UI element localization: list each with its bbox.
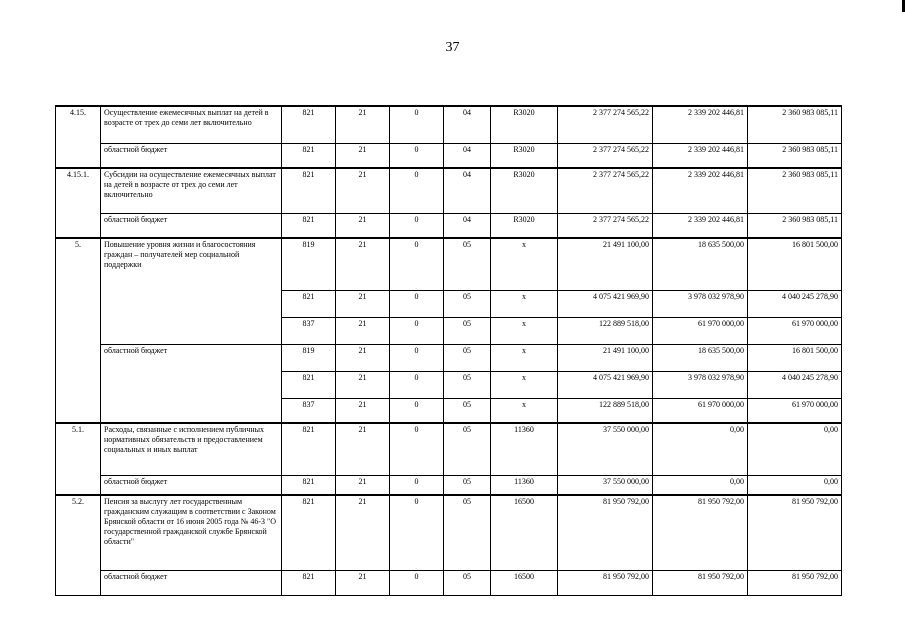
budget-table xyxy=(55,105,842,596)
program-code: 21 xyxy=(336,423,390,475)
subprogram-code: 0 xyxy=(390,106,444,143)
subprogram-code: 0 xyxy=(390,213,444,238)
program-code: 21 xyxy=(336,371,390,398)
table-row xyxy=(56,423,842,475)
program-code: 21 xyxy=(336,143,390,168)
main-event-code: 05 xyxy=(444,317,491,344)
amount-year-3: 2 360 983 085,11 xyxy=(748,168,842,213)
amount-year-1: 81 950 792,00 xyxy=(558,570,653,595)
main-event-code: 05 xyxy=(444,290,491,317)
row-number: 4.15.1. xyxy=(56,168,101,238)
row-name: областной бюджет xyxy=(101,143,282,168)
amount-year-3: 2 360 983 085,11 xyxy=(748,213,842,238)
main-event-code: 04 xyxy=(444,143,491,168)
table-row xyxy=(56,213,842,238)
table-row xyxy=(56,106,842,143)
amount-year-3: 0,00 xyxy=(748,475,842,495)
main-event-code: 04 xyxy=(444,106,491,143)
row-number: 5. xyxy=(56,238,101,423)
subprogram-code: 0 xyxy=(390,423,444,475)
amount-year-1: 122 889 518,00 xyxy=(558,317,653,344)
main-event-code: 05 xyxy=(444,398,491,423)
expense-direction-code: R3020 xyxy=(491,106,558,143)
expense-direction-code: 11360 xyxy=(491,423,558,475)
table-row xyxy=(56,495,842,570)
amount-year-2: 81 950 792,00 xyxy=(653,570,748,595)
amount-year-1: 4 075 421 969,90 xyxy=(558,371,653,398)
table-row xyxy=(56,570,842,595)
main-event-code: 05 xyxy=(444,344,491,371)
expense-direction-code: 16500 xyxy=(491,495,558,570)
amount-year-2: 18 635 500,00 xyxy=(653,344,748,371)
program-code: 21 xyxy=(336,290,390,317)
program-code: 21 xyxy=(336,344,390,371)
table-row xyxy=(56,475,842,495)
expense-direction-code: х xyxy=(491,371,558,398)
amount-year-2: 2 339 202 446,81 xyxy=(653,213,748,238)
expense-direction-code: х xyxy=(491,344,558,371)
grbs-code: 821 xyxy=(282,143,336,168)
amount-year-2: 61 970 000,00 xyxy=(653,317,748,344)
amount-year-1: 4 075 421 969,90 xyxy=(558,290,653,317)
amount-year-2: 0,00 xyxy=(653,423,748,475)
program-code: 21 xyxy=(336,495,390,570)
amount-year-3: 81 950 792,00 xyxy=(748,495,842,570)
amount-year-1: 2 377 274 565,22 xyxy=(558,143,653,168)
main-event-code: 05 xyxy=(444,423,491,475)
expense-direction-code: х xyxy=(491,238,558,290)
grbs-code: 821 xyxy=(282,106,336,143)
row-name: Пенсия за выслугу лет государственным гражданским служащим в соответствии с Законом Брянской области от 16 июня 2005 года № 46-З "О государственной гражданской службе Брянской области" xyxy=(101,495,282,570)
grbs-code: 821 xyxy=(282,213,336,238)
program-code: 21 xyxy=(336,168,390,213)
amount-year-3: 61 970 000,00 xyxy=(748,317,842,344)
main-event-code: 05 xyxy=(444,371,491,398)
program-code: 21 xyxy=(336,317,390,344)
expense-direction-code: 16500 xyxy=(491,570,558,595)
expense-direction-code: R3020 xyxy=(491,213,558,238)
amount-year-3: 16 801 500,00 xyxy=(748,344,842,371)
table-row xyxy=(56,143,842,168)
expense-direction-code: х xyxy=(491,398,558,423)
main-event-code: 05 xyxy=(444,238,491,290)
row-name: Субсидии на осуществление ежемесячных выплат на детей в возрасте от трех до семи лет включительно xyxy=(101,168,282,213)
subprogram-code: 0 xyxy=(390,168,444,213)
main-event-code: 05 xyxy=(444,495,491,570)
grbs-code: 837 xyxy=(282,398,336,423)
row-number: 5.1. xyxy=(56,423,101,495)
amount-year-1: 81 950 792,00 xyxy=(558,495,653,570)
amount-year-2: 3 978 032 978,90 xyxy=(653,371,748,398)
amount-year-1: 2 377 274 565,22 xyxy=(558,213,653,238)
amount-year-2: 2 339 202 446,81 xyxy=(653,106,748,143)
expense-direction-code: R3020 xyxy=(491,168,558,213)
amount-year-3: 0,00 xyxy=(748,423,842,475)
main-event-code: 04 xyxy=(444,168,491,213)
expense-direction-code: R3020 xyxy=(491,143,558,168)
subprogram-code: 0 xyxy=(390,371,444,398)
row-name: областной бюджет xyxy=(101,213,282,238)
subprogram-code: 0 xyxy=(390,143,444,168)
amount-year-1: 2 377 274 565,22 xyxy=(558,106,653,143)
grbs-code: 819 xyxy=(282,238,336,290)
amount-year-1: 21 491 100,00 xyxy=(558,238,653,290)
program-code: 21 xyxy=(336,398,390,423)
amount-year-3: 4 040 245 278,90 xyxy=(748,290,842,317)
grbs-code: 819 xyxy=(282,344,336,371)
subprogram-code: 0 xyxy=(390,570,444,595)
grbs-code: 821 xyxy=(282,570,336,595)
row-name: Осуществление ежемесячных выплат на детей в возрасте от трех до семи лет включительно xyxy=(101,106,282,143)
amount-year-1: 37 550 000,00 xyxy=(558,475,653,495)
amount-year-2: 61 970 000,00 xyxy=(653,398,748,423)
program-code: 21 xyxy=(336,570,390,595)
subprogram-code: 0 xyxy=(390,290,444,317)
amount-year-2: 18 635 500,00 xyxy=(653,238,748,290)
grbs-code: 821 xyxy=(282,290,336,317)
amount-year-2: 2 339 202 446,81 xyxy=(653,168,748,213)
table-row xyxy=(56,168,842,213)
amount-year-3: 16 801 500,00 xyxy=(748,238,842,290)
row-name: Повышение уровня жизни и благосостояния граждан – получателей мер социальной поддержки xyxy=(101,238,282,344)
grbs-code: 821 xyxy=(282,168,336,213)
expense-direction-code: х xyxy=(491,317,558,344)
page-number: 37 xyxy=(445,40,460,55)
amount-year-2: 2 339 202 446,81 xyxy=(653,143,748,168)
program-code: 21 xyxy=(336,106,390,143)
grbs-code: 821 xyxy=(282,371,336,398)
grbs-code: 837 xyxy=(282,317,336,344)
table-row xyxy=(56,344,842,371)
amount-year-2: 0,00 xyxy=(653,475,748,495)
row-name: областной бюджет xyxy=(101,344,282,423)
main-event-code: 04 xyxy=(444,213,491,238)
amount-year-3: 61 970 000,00 xyxy=(748,398,842,423)
amount-year-1: 2 377 274 565,22 xyxy=(558,168,653,213)
grbs-code: 821 xyxy=(282,475,336,495)
grbs-code: 821 xyxy=(282,423,336,475)
subprogram-code: 0 xyxy=(390,495,444,570)
budget-table-body xyxy=(56,106,842,595)
program-code: 21 xyxy=(336,213,390,238)
subprogram-code: 0 xyxy=(390,344,444,371)
amount-year-3: 2 360 983 085,11 xyxy=(748,143,842,168)
subprogram-code: 0 xyxy=(390,398,444,423)
table-row xyxy=(56,238,842,290)
amount-year-1: 122 889 518,00 xyxy=(558,398,653,423)
program-code: 21 xyxy=(336,475,390,495)
amount-year-1: 21 491 100,00 xyxy=(558,344,653,371)
row-name: Расходы, связанные с исполнением публичных нормативных обязательств и предоставлением социальных и иных выплат xyxy=(101,423,282,475)
main-event-code: 05 xyxy=(444,570,491,595)
amount-year-3: 2 360 983 085,11 xyxy=(748,106,842,143)
grbs-code: 821 xyxy=(282,495,336,570)
subprogram-code: 0 xyxy=(390,317,444,344)
row-number: 5.2. xyxy=(56,495,101,595)
subprogram-code: 0 xyxy=(390,238,444,290)
row-name: областной бюджет xyxy=(101,570,282,595)
amount-year-2: 81 950 792,00 xyxy=(653,495,748,570)
subprogram-code: 0 xyxy=(390,475,444,495)
amount-year-3: 4 040 245 278,90 xyxy=(748,371,842,398)
row-name: областной бюджет xyxy=(101,475,282,495)
amount-year-1: 37 550 000,00 xyxy=(558,423,653,475)
amount-year-3: 81 950 792,00 xyxy=(748,570,842,595)
row-number: 4.15. xyxy=(56,106,101,168)
expense-direction-code: х xyxy=(491,290,558,317)
program-code: 21 xyxy=(336,238,390,290)
expense-direction-code: 11360 xyxy=(491,475,558,495)
main-event-code: 05 xyxy=(444,475,491,495)
amount-year-2: 3 978 032 978,90 xyxy=(653,290,748,317)
